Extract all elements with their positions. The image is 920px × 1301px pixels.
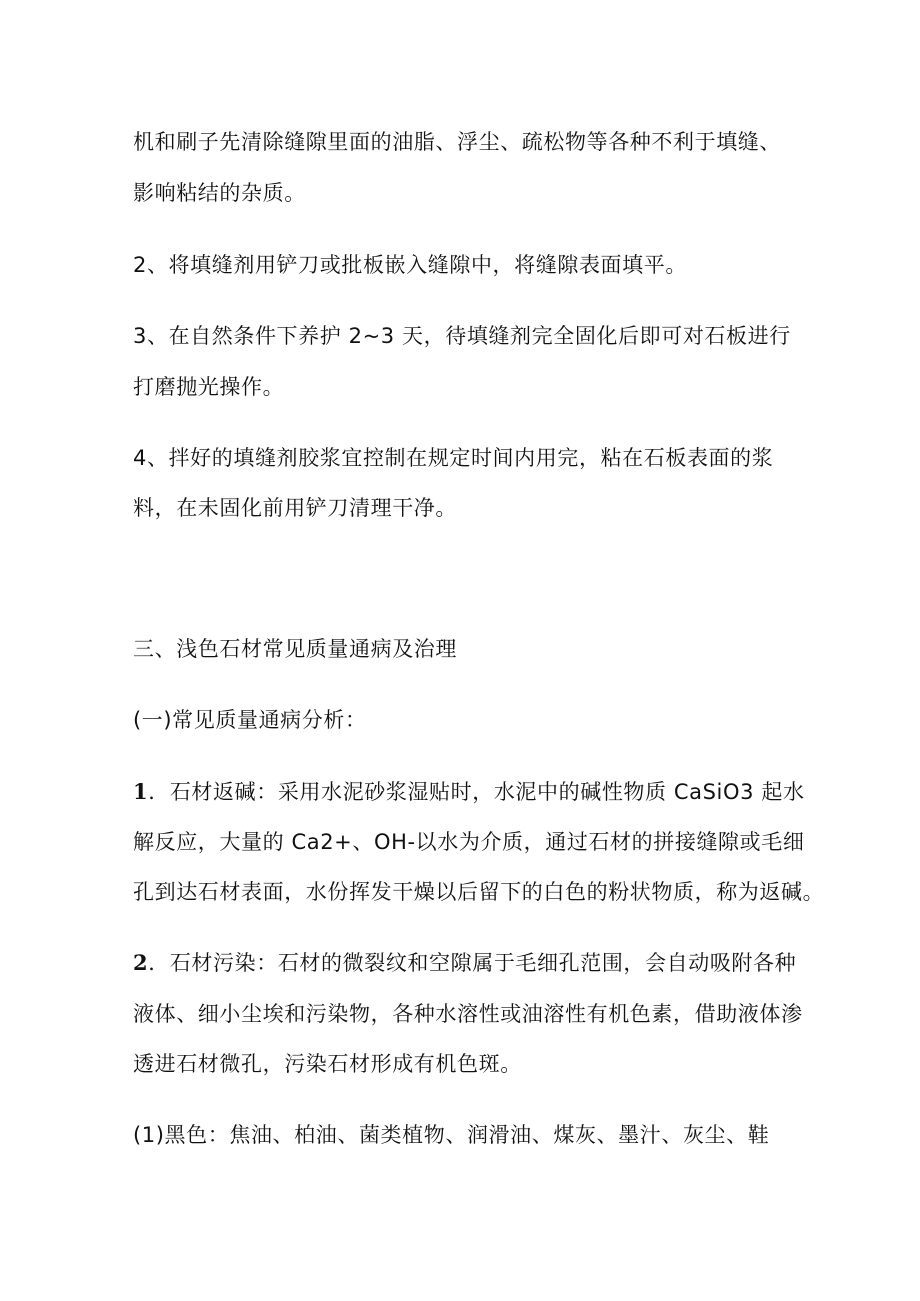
item-2-line-2: 液体、细小尘埃和污染物，各种水溶性或油溶性有机色素，借助液体渗	[133, 1002, 803, 1026]
paragraph-step3-line-2: 打磨抛光操作。	[133, 375, 285, 399]
paragraph-intro-line-2: 影响粘结的杂质。	[133, 181, 306, 205]
paragraph-step4-line-1: 4、拌好的填缝剂胶浆宜控制在规定时间内用完，粘在石板表面的浆	[133, 446, 774, 470]
item-1-line-2: 解反应，大量的 Ca2+、OH-以水为介质，通过石材的拼接缝隙或毛细	[133, 830, 805, 854]
section-heading: 三、浅色石材常见质量通病及治理	[133, 637, 457, 661]
item-1-line-3: 孔到达石材表面，水份挥发干燥以后留下的白色的粉状物质，称为返碱。	[133, 880, 825, 904]
item-1-text: ．石材返碱：采用水泥砂浆湿贴时，水泥中的碱性物质 CaSiO3 起水	[148, 780, 805, 804]
paragraph-step2: 2、将填缝剂用铲刀或批板嵌入缝隙中，将缝隙表面填平。	[133, 253, 687, 277]
sub-item-black: (1)黑色：焦油、柏油、菌类植物、润滑油、煤灰、墨汁、灰尘、鞋	[133, 1123, 770, 1147]
item-2-number: 2	[133, 950, 149, 975]
item-1-line-1	[133, 779, 805, 805]
item-2-text: ．石材污染：石材的微裂纹和空隙属于毛细孔范围，会自动吸附各种	[148, 951, 797, 975]
paragraph-step4-line-2: 料，在未固化前用铲刀清理干净。	[133, 496, 457, 520]
item-2-line-1	[133, 950, 796, 976]
paragraph-intro-line-1: 机和刷子先清除缝隙里面的油脂、浮尘、疏松物等各种不利于填缝、	[133, 130, 781, 154]
subsection-heading: (一)常见质量通病分析：	[133, 708, 367, 732]
item-2-line-3: 透进石材微孔，污染石材形成有机色斑。	[133, 1052, 522, 1076]
item-1-number: 1	[133, 779, 149, 804]
paragraph-step3-line-1: 3、在自然条件下养护 2~3 天，待填缝剂完全固化后即可对石板进行	[133, 324, 791, 348]
